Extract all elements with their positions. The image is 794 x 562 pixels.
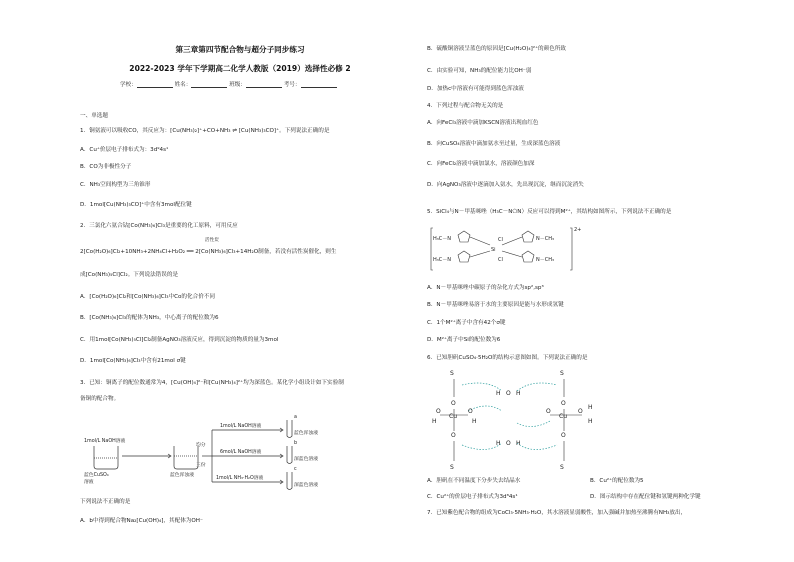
result-a: 蓝色浑浊液 xyxy=(294,431,318,436)
tube-b-label: b xyxy=(294,441,298,446)
s-atom-top-left: S xyxy=(450,370,454,377)
o-atom: O xyxy=(451,432,456,439)
beaker1-reagent: 1mol/L NaOH溶液 xyxy=(84,439,126,444)
section-heading: 一、单选题 xyxy=(80,113,108,119)
q5-option-c: C．1个M²⁺离子中含有42个σ键 xyxy=(427,320,506,326)
q6-structure-figure xyxy=(432,365,612,475)
o-atom-water: O xyxy=(506,440,511,447)
q3-option-d: D．加热c中溶液有可能得到蓝色浑浊液 xyxy=(427,86,524,92)
q2-option-d: D．1mol[Co(NH₃)₆]Cl₃中含有21mol σ键 xyxy=(80,358,186,364)
tube-c-label: c xyxy=(294,467,297,472)
page-subtitle: 2022-2023 学年下学期高二化学人教版（2019）选择性必修 2 xyxy=(129,64,351,73)
imidazole-ring-2 xyxy=(458,251,470,262)
q1-stem: 1．铜氨液可以吸收CO，其反应为：[Cu(NH₃)₂]⁺+CO+NH₃ ⇌ [Cu(NH₃)₃CO]⁺。下列说法正确的是 xyxy=(80,128,330,134)
beaker2-contents: 蓝色浑浊液 xyxy=(170,473,194,478)
reagent-3: 1mol/L NH₃·H₂O溶液 xyxy=(216,476,264,481)
q1-option-b: B．CO为非极性分子 xyxy=(80,164,132,170)
class-blank[interactable] xyxy=(246,81,282,88)
beaker-1 xyxy=(94,446,118,469)
reagent-1: 1mol/L NaOH溶液 xyxy=(220,424,262,429)
q7-stem: 7．已知紫色配合物的组成为CoCl₃·5NH₃·H₂O，其水溶液显弱酸性，加入强碱并加热至沸腾有NH₃放出， xyxy=(427,510,687,516)
methyl-right-2: N－CH₃ xyxy=(536,257,554,263)
q6-option-a: A．胆矾在不同温度下分步失去结晶水 xyxy=(427,478,521,484)
q4-option-a: A．向FeCl₃溶液中滴加KSCN溶液出现血红色 xyxy=(427,120,539,126)
h-atom: H xyxy=(588,404,593,411)
si-atom: Si xyxy=(491,247,496,253)
result-b: 深蓝色溶液 xyxy=(294,457,318,462)
o-atom: O xyxy=(468,408,473,415)
beaker-2 xyxy=(174,446,198,469)
q5-structure-figure xyxy=(430,225,580,275)
q3-option-b: B．硫酸铜溶液呈蓝色的原因是[Cu(H₂O)₄]²⁺的颜色所致 xyxy=(427,46,566,52)
q3-experiment-figure xyxy=(82,408,322,493)
h-atom: H xyxy=(516,390,521,397)
imidazole-ring-4 xyxy=(522,251,534,262)
o-atom: O xyxy=(561,432,566,439)
q6-option-c: C．Cu²⁺的价层电子排布式为3d⁸4s¹ xyxy=(427,494,518,500)
beaker1-solution: 蓝色CuSO₄ xyxy=(84,473,109,478)
s-atom-top-right: S xyxy=(560,370,564,377)
split-label2: 三份 xyxy=(196,463,206,468)
test-tube-a xyxy=(287,420,292,438)
o-atom: O xyxy=(451,400,456,407)
o-atom: O xyxy=(436,408,441,415)
charge-label: 2+ xyxy=(574,227,582,233)
o-atom: O xyxy=(561,400,566,407)
o-atom: O xyxy=(546,408,551,415)
q6-stem: 6．已知胆矾CuSO₄·5H₂O的结构示意图如图。下列说法正确的是 xyxy=(427,355,588,361)
q2-equation: 2[Co(H₂O)₆]Cl₂+10NH₃+2NH₄Cl+H₂O₂ ══ 2[Co(NH₃)₆]Cl₃+14H₂O制备，若没有活性炭催化，则生 xyxy=(80,249,337,255)
q3-prompt: 下列说法不正确的是 xyxy=(80,499,131,505)
h-atom: H xyxy=(496,440,501,447)
imidazole-ring-3 xyxy=(522,231,534,242)
q5-option-b: B．N－甲基咪唑易溶于水的主要原因是能与水形成氢键 xyxy=(427,302,564,308)
page-title: 第三章第四节配合物与超分子同步练习 xyxy=(175,45,305,54)
q3-stem-line1: 3．已知：铜离子的配位数通常为4，[Cu(OH)₄]²⁻和[Cu(NH₃)₄]²⁺均为深蓝色。某化学小组设计如下实验制 xyxy=(80,380,344,386)
q6-option-b: B．Cu²⁺的配位数为5 xyxy=(590,478,644,484)
q2-catalyst: 活性炭 xyxy=(205,238,219,243)
q5-option-a: A．N－甲基咪唑中碳原子的杂化方式为sp²,sp³ xyxy=(427,285,544,291)
q2-tail: 成[Co(NH₃)₅Cl]Cl₂。下列说法错误的是 xyxy=(80,272,179,278)
q5-option-d: D．M²⁺离子中Si的配位数为6 xyxy=(427,337,501,343)
imidazole-ring-1 xyxy=(458,231,470,242)
split-label1: 均分 xyxy=(196,443,206,448)
h-atom: H xyxy=(432,418,437,425)
cu-atom-left: Cu xyxy=(449,413,457,420)
h-atom: H xyxy=(516,440,521,447)
h-atom: H xyxy=(588,418,593,425)
q6-option-d: D．图示结构中存在配位键和氢键两种化学键 xyxy=(590,494,701,500)
q5-stem: 5．SiCl₄与N－甲基咪唑（H₃C－N⬠N）反应可以得到M²⁺，其结构如图所示，下列说法不正确的是 xyxy=(427,209,672,215)
q3-option-a: A．b中得到配合物Na₂[Cu(OH)₄]，其配体为OH⁻ xyxy=(80,518,203,524)
exam-no-blank[interactable] xyxy=(301,81,337,88)
test-tube-b xyxy=(287,446,292,464)
name-blank[interactable] xyxy=(191,81,227,88)
name-label: 姓名： xyxy=(174,82,192,88)
o-atom: O xyxy=(578,408,583,415)
q3-option-c: C．由实验可知，NH₃的配位能力比OH⁻弱 xyxy=(427,68,532,74)
test-tube-c xyxy=(287,472,292,490)
methyl-right-1: N－CH₃ xyxy=(536,236,554,242)
q1-option-d: D．1mol[Cu(NH₃)₃CO]⁺中含有3mol配位键 xyxy=(80,202,192,208)
q4-option-b: B．向CuSO₄溶液中滴加氨水至过量，生成深蓝色溶液 xyxy=(427,141,561,147)
q4-stem: 4．下列过程与配合物无关的是 xyxy=(427,103,504,109)
class-label: 班级： xyxy=(229,82,246,88)
q3-stem-line2: 备铜的配合物。 xyxy=(80,396,120,402)
q2-stem: 2．三氯化六氨合钴[Co(NH₃)₆]Cl₃是重要的化工原料，可用反应 xyxy=(80,223,238,229)
o-atom-water: O xyxy=(506,390,511,397)
q4-option-d: D．向AgNO₃溶液中逐滴加入氨水，先出现沉淀，继而沉淀消失 xyxy=(427,182,584,188)
school-blank[interactable] xyxy=(137,81,173,88)
q2-option-c: C．用1mol[Co(NH₃)₅Cl]Cl₂制备AgNO₃溶液反应，得到沉淀的物质的量为3mol xyxy=(80,337,279,343)
h-atom: H xyxy=(496,390,501,397)
q4-option-c: C．向FeCl₂溶液中滴加氯水，溶液颜色加深 xyxy=(427,161,535,167)
s-atom-bottom-right: S xyxy=(560,464,564,471)
student-info-line xyxy=(120,80,337,88)
beaker1-solution2: 溶液 xyxy=(84,480,94,485)
q2-option-b: B．[Co(NH₃)₆]Cl₃的配体为NH₃，中心离子的配位数为6 xyxy=(80,315,219,321)
result-c: 深蓝色溶液 xyxy=(294,483,318,488)
school-label: 学校： xyxy=(120,82,137,88)
cl-atom-1: Cl xyxy=(498,237,503,243)
methyl-left-2: H₃C－N xyxy=(433,257,451,263)
q2-option-a: A．[Co(H₂O)₆]Cl₂和[Co(NH₃)₆]Cl₃中Co的化合价不同 xyxy=(80,294,215,300)
cl-atom-2: Cl xyxy=(498,257,503,263)
q1-option-a: A．Cu⁺价层电子排布式为：3d⁹4s¹ xyxy=(80,147,169,153)
methyl-left-1: H₃C－N xyxy=(433,236,451,242)
h-atom: H xyxy=(472,418,477,425)
cu-atom-right: Cu xyxy=(559,413,567,420)
q1-option-c: C．NH₃空间构型为三角锥形 xyxy=(80,182,151,188)
tube-a-label: a xyxy=(294,415,297,420)
s-atom-bottom-left: S xyxy=(450,464,454,471)
exam-no-label: 考号： xyxy=(283,82,301,88)
reagent-2: 6mol/L NaOH溶液 xyxy=(220,450,262,455)
